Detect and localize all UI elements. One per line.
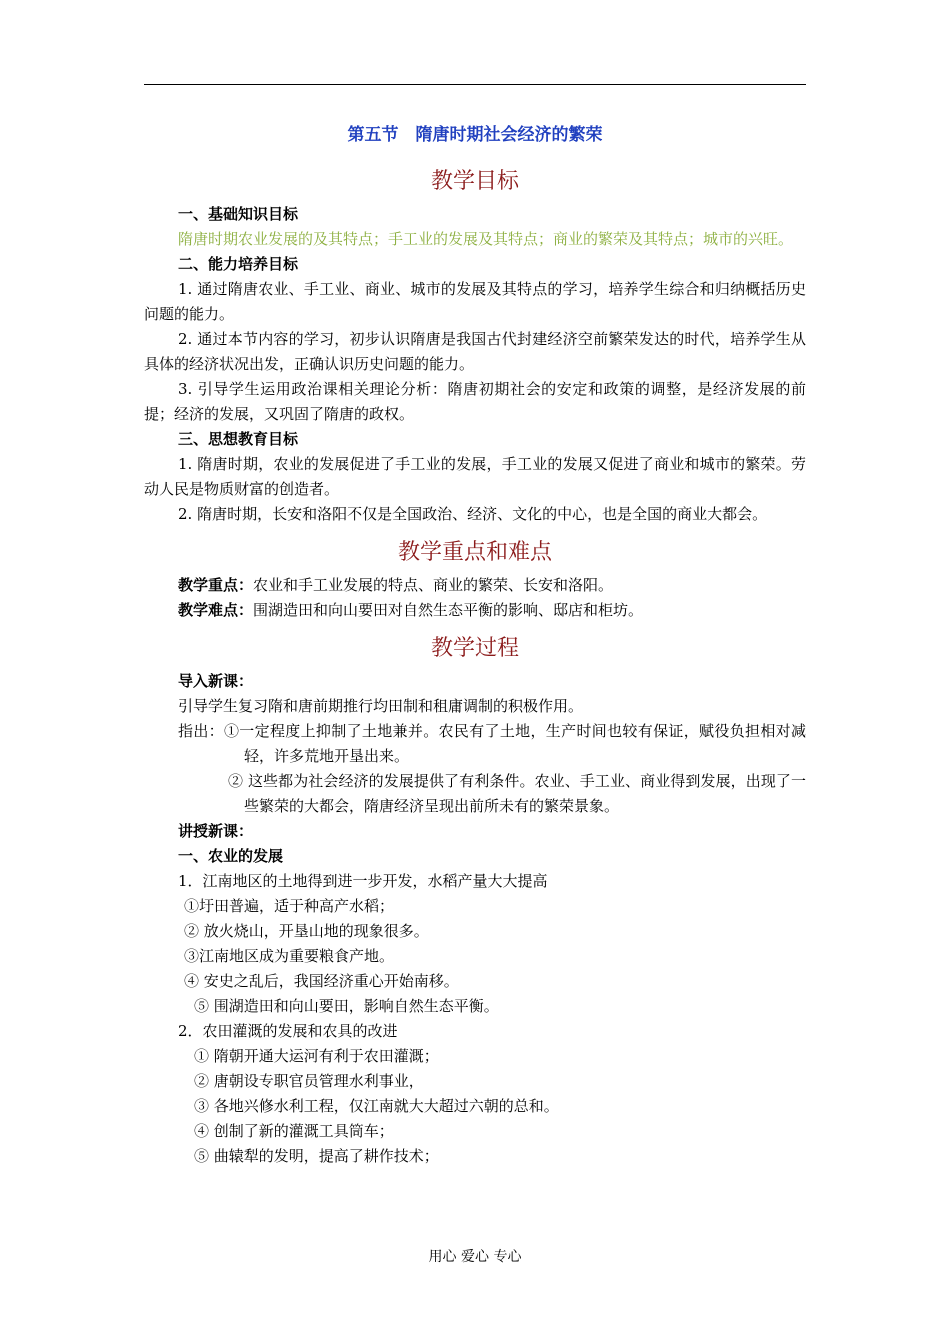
key-point-label: 教学重点： bbox=[178, 576, 254, 594]
intro-point-1: 指出：①一定程度上抑制了土地兼并。农民有了土地，生产时间也较有保证，赋役负担相对减轻，许多荒地开垦出来。 bbox=[178, 722, 806, 765]
sub1-item: ①圩田普遍，适于种高产水稻； bbox=[184, 897, 395, 915]
difficulty-line bbox=[144, 598, 806, 623]
heading-teaching-process: 教学过程 bbox=[430, 636, 519, 661]
difficulty-text: 围湖造田和向山要田对自然生态平衡的影响、邸店和柜坊。 bbox=[253, 601, 644, 619]
page-footer: 用心 爱心 专心 bbox=[428, 1249, 522, 1265]
agriculture-heading: 一、农业的发展 bbox=[178, 847, 284, 865]
basic-knowledge-text: 隋唐时期农业发展的及其特点；手工业的发展及其特点；商业的繁荣及其特点；城市的兴旺。 bbox=[178, 230, 794, 248]
sub1-item: ② 放火烧山，开垦山地的现象很多。 bbox=[184, 922, 429, 940]
sub1-item: ④ 安史之乱后，我国经济重心开始南移。 bbox=[184, 972, 459, 990]
subheading-ability: 二、能力培养目标 bbox=[178, 255, 299, 273]
agriculture-sub2-title: 2．农田灌溉的发展和农具的改进 bbox=[178, 1022, 398, 1040]
sub2-item: ① 隋朝开通大运河有利于农田灌溉； bbox=[194, 1047, 439, 1065]
lesson-title: 第五节 隋唐时期社会经济的繁荣 bbox=[347, 125, 603, 145]
key-point-text: 农业和手工业发展的特点、商业的繁荣、长安和洛阳。 bbox=[253, 576, 614, 594]
thought-item-1: 1. 隋唐时期，农业的发展促进了手工业的发展，手工业的发展又促进了商业和城市的繁荣。劳动人民是物质财富的创造者。 bbox=[144, 455, 806, 498]
intro-point-2: ② 这些都为社会经济的发展提供了有利条件。农业、手工业、商业得到发展，出现了一些繁荣的大都会，隋唐经济呈现出前所未有的繁荣景象。 bbox=[228, 772, 806, 815]
lecture-label: 讲授新课： bbox=[178, 822, 254, 840]
difficulty-label: 教学难点： bbox=[178, 601, 254, 619]
sub2-item: ⑤ 曲辕犁的发明，提高了耕作技术； bbox=[194, 1147, 439, 1165]
intro-label: 导入新课： bbox=[178, 672, 254, 690]
heading-teaching-goals: 教学目标 bbox=[430, 169, 519, 194]
agriculture-sub1-title: 1．江南地区的土地得到进一步开发，水稻产量大大提高 bbox=[178, 872, 548, 890]
document-body bbox=[144, 118, 806, 1169]
sub1-item: ⑤ 围湖造田和向山要田，影响自然生态平衡。 bbox=[194, 997, 499, 1015]
header-rule bbox=[144, 84, 806, 85]
heading-key-points: 教学重点和难点 bbox=[397, 540, 552, 565]
sub1-item: ③江南地区成为重要粮食产地。 bbox=[184, 947, 395, 965]
thought-item-2: 2. 隋唐时期，长安和洛阳不仅是全国政治、经济、文化的中心，也是全国的商业大都会。 bbox=[178, 505, 768, 523]
sub2-item: ④ 创制了新的灌溉工具筒车； bbox=[194, 1122, 394, 1140]
sub2-item: ② 唐朝设专职官员管理水利事业， bbox=[194, 1072, 424, 1090]
key-point-line bbox=[144, 573, 806, 598]
ability-item-2: 2. 通过本节内容的学习，初步认识隋唐是我国古代封建经济空前繁荣发达的时代，培养学生从具体的经济状况出发，正确认识历史问题的能力。 bbox=[144, 330, 806, 373]
subheading-basic-knowledge: 一、基础知识目标 bbox=[178, 205, 299, 223]
sub2-item: ③ 各地兴修水利工程，仅江南就大大超过六朝的总和。 bbox=[194, 1097, 559, 1115]
subheading-thought: 三、思想教育目标 bbox=[178, 430, 299, 448]
ability-item-3: 3. 引导学生运用政治课相关理论分析：隋唐初期社会的安定和政策的调整，是经济发展的前提；经济的发展，又巩固了隋唐的政权。 bbox=[144, 380, 806, 423]
ability-item-1: 1. 通过隋唐农业、手工业、商业、城市的发展及其特点的学习，培养学生综合和归纳概括历史问题的能力。 bbox=[144, 280, 806, 323]
intro-text: 引导学生复习隋和唐前期推行均田制和租庸调制的积极作用。 bbox=[178, 697, 584, 715]
